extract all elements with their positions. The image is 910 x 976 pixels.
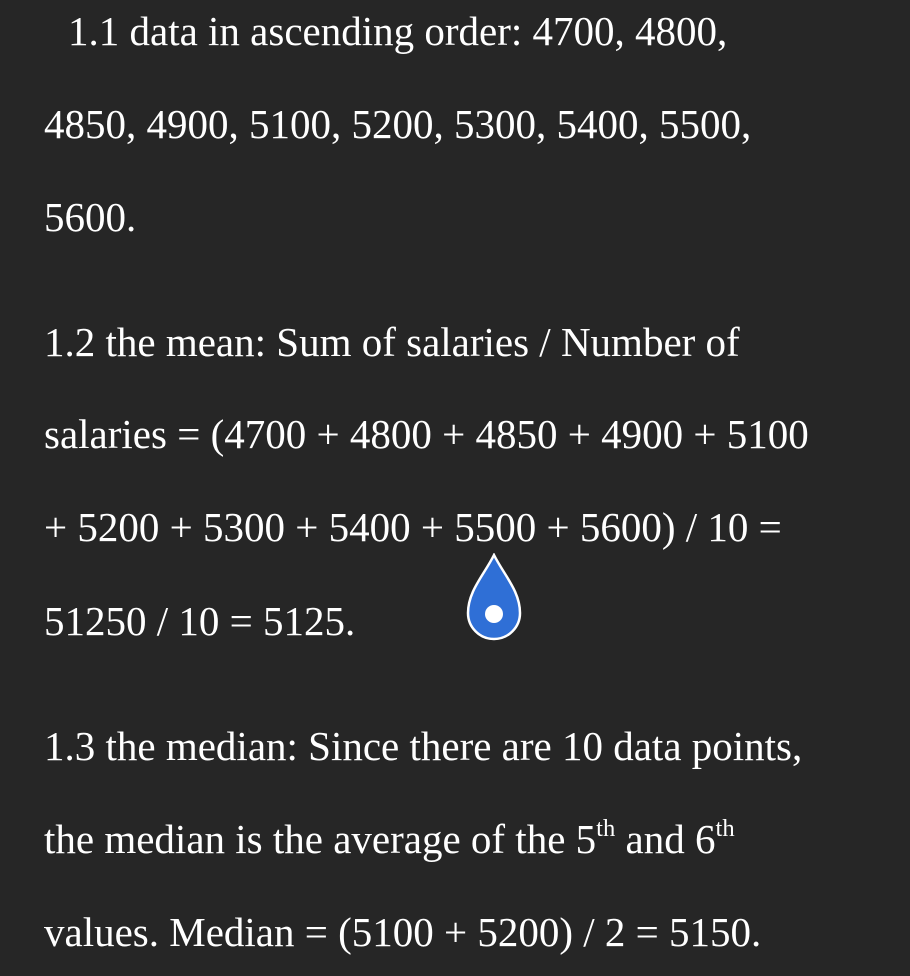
paragraph-2-line-4: 51250 / 10 = 5125. — [44, 598, 356, 644]
ordinal-suffix-6th: th — [715, 815, 735, 843]
paragraph-2-line-2: salaries = (4700 + 4800 + 4850 + 4900 + 5100 — [44, 411, 809, 457]
text-cursor-handle-icon[interactable] — [465, 553, 523, 643]
paragraph-3-line-1: 1.3 the median: Since there are 10 data points, — [44, 723, 803, 769]
paragraph-3-line-2-text-a: the median is the average of the 5 — [44, 816, 597, 862]
paragraph-3-line-2 — [44, 815, 735, 862]
paragraph-1-line-2: 4850, 4900, 5100, 5200, 5300, 5400, 5500, — [44, 101, 752, 147]
paragraph-1-line-3: 5600. — [44, 194, 137, 240]
paragraph-3-line-3: values. Median = (5100 + 5200) / 2 = 5150. — [44, 909, 762, 955]
ordinal-suffix-5th: th — [596, 815, 616, 843]
paragraph-1-line-1: 1.1 data in ascending order: 4700, 4800, — [68, 8, 728, 54]
paragraph-2-line-3: + 5200 + 5300 + 5400 + 5500 + 5600) / 10 = — [44, 504, 782, 550]
paragraph-2-line-1: 1.2 the mean: Sum of salaries / Number of — [44, 319, 740, 365]
paragraph-3-line-2-text-b: and 6 — [615, 816, 716, 862]
